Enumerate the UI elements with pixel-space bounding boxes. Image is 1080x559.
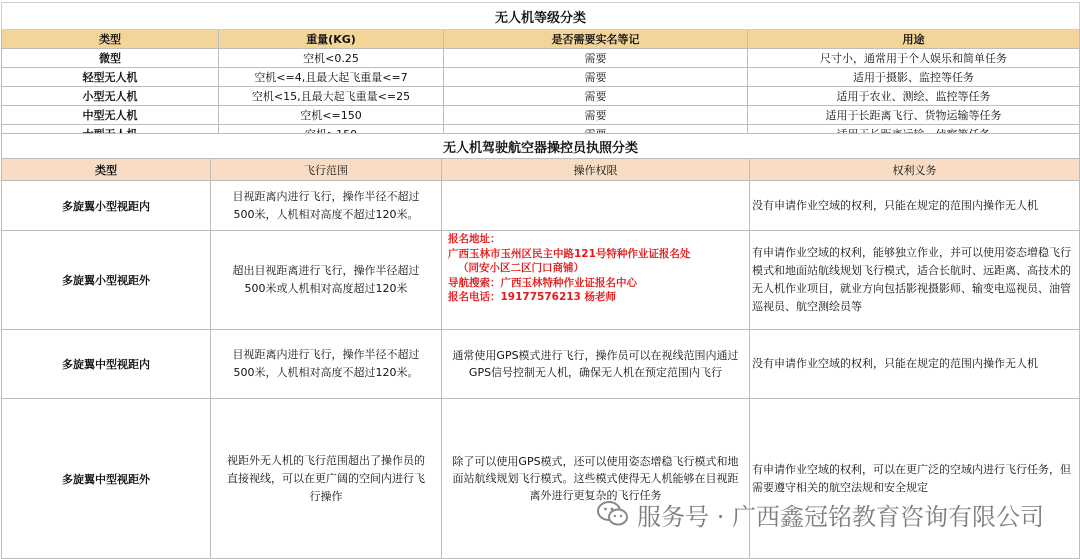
table-row [2,181,1080,231]
cell-realname: 需要 [444,49,748,68]
table-row [2,106,1080,125]
table-row [2,68,1080,87]
cell-range: 目视距离内进行飞行，操作半径不超过500米，人机相对高度不超过120米。 [211,181,442,231]
cell-rights: 没有申请作业空域的权利，只能在规定的范围内操作无人机 [750,330,1080,399]
cell-type: 小型无人机 [2,87,219,106]
cell-realname: 需要 [444,106,748,125]
cell-use: 尺寸小，通常用于个人娱乐和简单任务 [748,49,1080,68]
column-header-rights: 权利义务 [750,159,1080,181]
cell-type: 多旋翼小型视距外 [2,231,211,330]
table-row [2,49,1080,68]
cell-ops: 通常使用GPS模式进行飞行，操作员可以在视线范围内通过GPS信号控制无人机，确保无人机在预定范围内飞行 [442,330,750,399]
license-class-title: 无人机驾驶航空器操控员执照分类 [2,134,1080,159]
drone-class-title: 无人机等级分类 [2,3,1080,30]
cell-rights: 有申请作业空域的权利，可以在更广泛的空域内进行飞行任务，但需要遵守相关的航空法规和安全规定 [750,399,1080,559]
column-header-use: 用途 [748,30,1080,49]
column-header-type: 类型 [2,30,219,49]
registration-phone: 报名电话：19177576213 杨老师 [448,291,617,303]
column-header-type: 类型 [2,159,211,181]
registration-address [448,232,743,305]
cell-ops [442,181,750,231]
drone-class-table [1,2,1080,144]
cell-use: 适用于农业、测绘、监控等任务 [748,87,1080,106]
cell-rights: 没有申请作业空域的权利，只能在规定的范围内操作无人机 [750,181,1080,231]
cell-type: 多旋翼中型视距内 [2,330,211,399]
cell-realname: 需要 [444,87,748,106]
table-row [2,87,1080,106]
address-label: 报名地址： [448,233,501,245]
cell-range: 超出目视距离进行飞行，操作半径超过500米或人机相对高度超过120米 [211,231,442,330]
table-row [2,330,1080,399]
navigation-search: 导航搜索：广西玉林特种作业证报名中心 [448,276,637,289]
license-class-table [1,133,1080,559]
cell-type: 多旋翼小型视距内 [2,181,211,231]
cell-use: 适用于摄影、监控等任务 [748,68,1080,87]
cell-realname: 需要 [444,68,748,87]
cell-rights: 有申请作业空域的权利，能够独立作业，并可以使用姿态增稳飞行模式和地面站航线规划飞行模式，适合长航时、远距离、高技术的无人机作业项目，就业方向包括影视摄影师、输变电巡视员、油管巡视员、航空测绘员等 [750,231,1080,330]
address-line: 广西玉林市玉州区民主中路121号特种作业证报名处 [448,247,691,260]
table-row [2,399,1080,559]
column-header-weight: 重量(KG) [219,30,444,49]
table-row [2,231,1080,330]
cell-ops [442,231,750,330]
cell-range: 目视距离内进行飞行，操作半径不超过500米，人机相对高度不超过120米。 [211,330,442,399]
cell-use: 适用于长距离飞行、货物运输等任务 [748,106,1080,125]
cell-weight: 空机<=150 [219,106,444,125]
column-header-range: 飞行范围 [211,159,442,181]
address-note: （同安小区二区门口商铺） [458,262,584,274]
cell-weight: 空机<15,且最大起飞重量<=25 [219,87,444,106]
cell-type: 轻型无人机 [2,68,219,87]
cell-type: 微型 [2,49,219,68]
cell-range: 视距外无人机的飞行范围超出了操作员的直接视线，可以在更广阔的空间内进行飞行操作 [211,399,442,559]
column-header-realname: 是否需要实名等记 [444,30,748,49]
cell-ops: 除了可以使用GPS模式，还可以使用姿态增稳飞行模式和地面站航线规划飞行模式。这些模式使得无人机能够在目视距离外进行更复杂的飞行任务 [442,399,750,559]
cell-weight: 空机<0.25 [219,49,444,68]
cell-weight: 空机<=4,且最大起飞重量<=7 [219,68,444,87]
watermark-text: 服务号 · 广西鑫冠铭教育咨询有限公司 [637,502,1044,531]
cell-type: 多旋翼中型视距外 [2,399,211,559]
column-header-ops: 操作权限 [442,159,750,181]
cell-type: 中型无人机 [2,106,219,125]
